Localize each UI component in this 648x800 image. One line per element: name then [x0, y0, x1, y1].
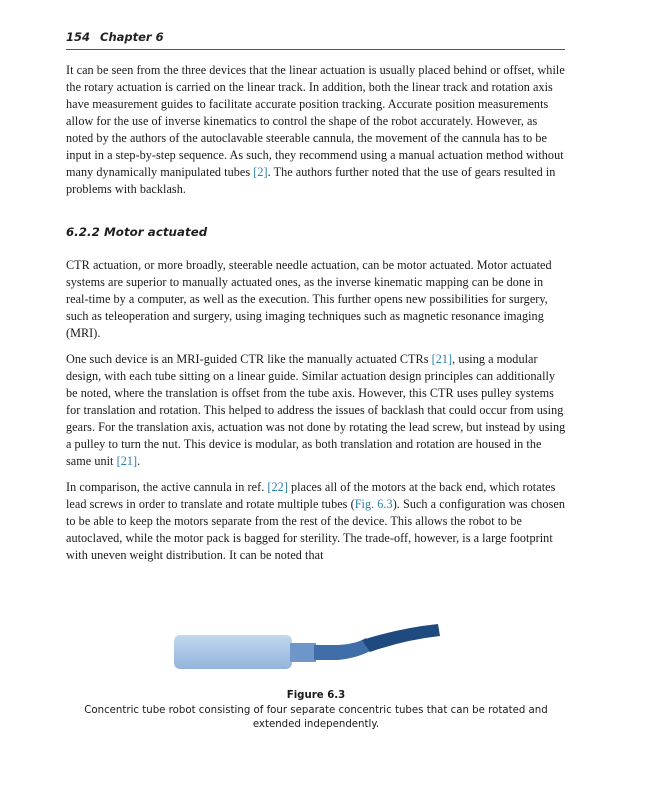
figure-link[interactable]: Fig. 6.3 [354, 497, 393, 511]
page-number: 154 [66, 30, 91, 44]
text: In comparison, the active cannula in ref. [66, 480, 268, 494]
section-heading: 6.2.2 Motor actuated [66, 225, 208, 239]
main-text [66, 62, 566, 573]
citation-link[interactable]: [2] [253, 165, 268, 179]
text: It can be seen from the three devices that the linear actuation is usually placed behind or offset, while the rotary actuation is carried on the linear track. In addition, both the linear track and rotation axis have measurement guides to facilitate accurate position tracking. Accurate position measurements allow for the use of inverse kinematics to control the shape of the robot accurately. However, as noted by the authors of the autoclavable steerable cannula, the movement of the cannula has to be input in a step-by-step sequence. As such, they recommend using a manual actuation method without many dynamically manipulated tubes [66, 63, 565, 179]
citation-link[interactable]: [22] [267, 480, 288, 494]
paragraph-4 [66, 479, 566, 564]
text: One such device is an MRI-guided CTR like the manually actuated CTRs [66, 352, 432, 366]
paragraph-2 [66, 257, 566, 342]
figure-label: Figure 6.3 [286, 690, 346, 701]
tube-2 [290, 643, 316, 662]
text: ). Such a configuration was chosen to be able to keep the motors separate from the rest of the device. This allows the robot to be autoclaved, while the motor pack is bagged for sterility. The trade-off, however, is a large footprint with uneven weight distribution. It can be noted that [66, 497, 565, 562]
citation-link[interactable]: [21] [431, 352, 453, 366]
caption-text: Concentric tube robot consisting of four separate concentric tubes that can be rotated and extended independently. [84, 705, 548, 730]
figure-caption [66, 689, 566, 732]
text: . [137, 454, 141, 468]
paragraph-1 [66, 62, 566, 198]
citation-link[interactable]: [21] [116, 454, 138, 468]
tube-inner [362, 624, 440, 652]
tube-outer [174, 635, 292, 669]
text: . The authors further noted that the use of gears resulted in problems with backlash. [66, 165, 556, 196]
text: , using a modular design, with each tube sitting on a linear guide. Similar actuation design principles can additionally be noted, where the translation is offset from the tube axis. However, this CTR uses pulley systems for translation and rotation. This helped to address the issues of backlash that could occur from using gears. For the translation axis, actuation was not done by rotating the lead screw, but instead by using a pulley to turn the nut. This device is modular, as both translation and rotation are housed in the same unit [66, 352, 566, 468]
paragraph-3 [66, 351, 566, 470]
figure-illustration [0, 610, 648, 690]
text: CTR actuation, or more broadly, steerable needle actuation, can be motor actuated. Motor actuated systems are superior to manually actuated ones, as the inverse kinematic mapping can be done in real-time by a computer, as well as the execution. This further opens new possibilities for surgery, such as teleoperation and surgery, using imaging techniques such as magnetic resonance imaging (MRI). [66, 258, 552, 340]
header-rule [66, 49, 565, 50]
chapter-title: Chapter 6 [100, 30, 164, 44]
text: places all of the motors at the back end, which rotates lead screws in order to translate and rotate multiple tubes ( [66, 480, 556, 511]
running-header [66, 30, 564, 44]
